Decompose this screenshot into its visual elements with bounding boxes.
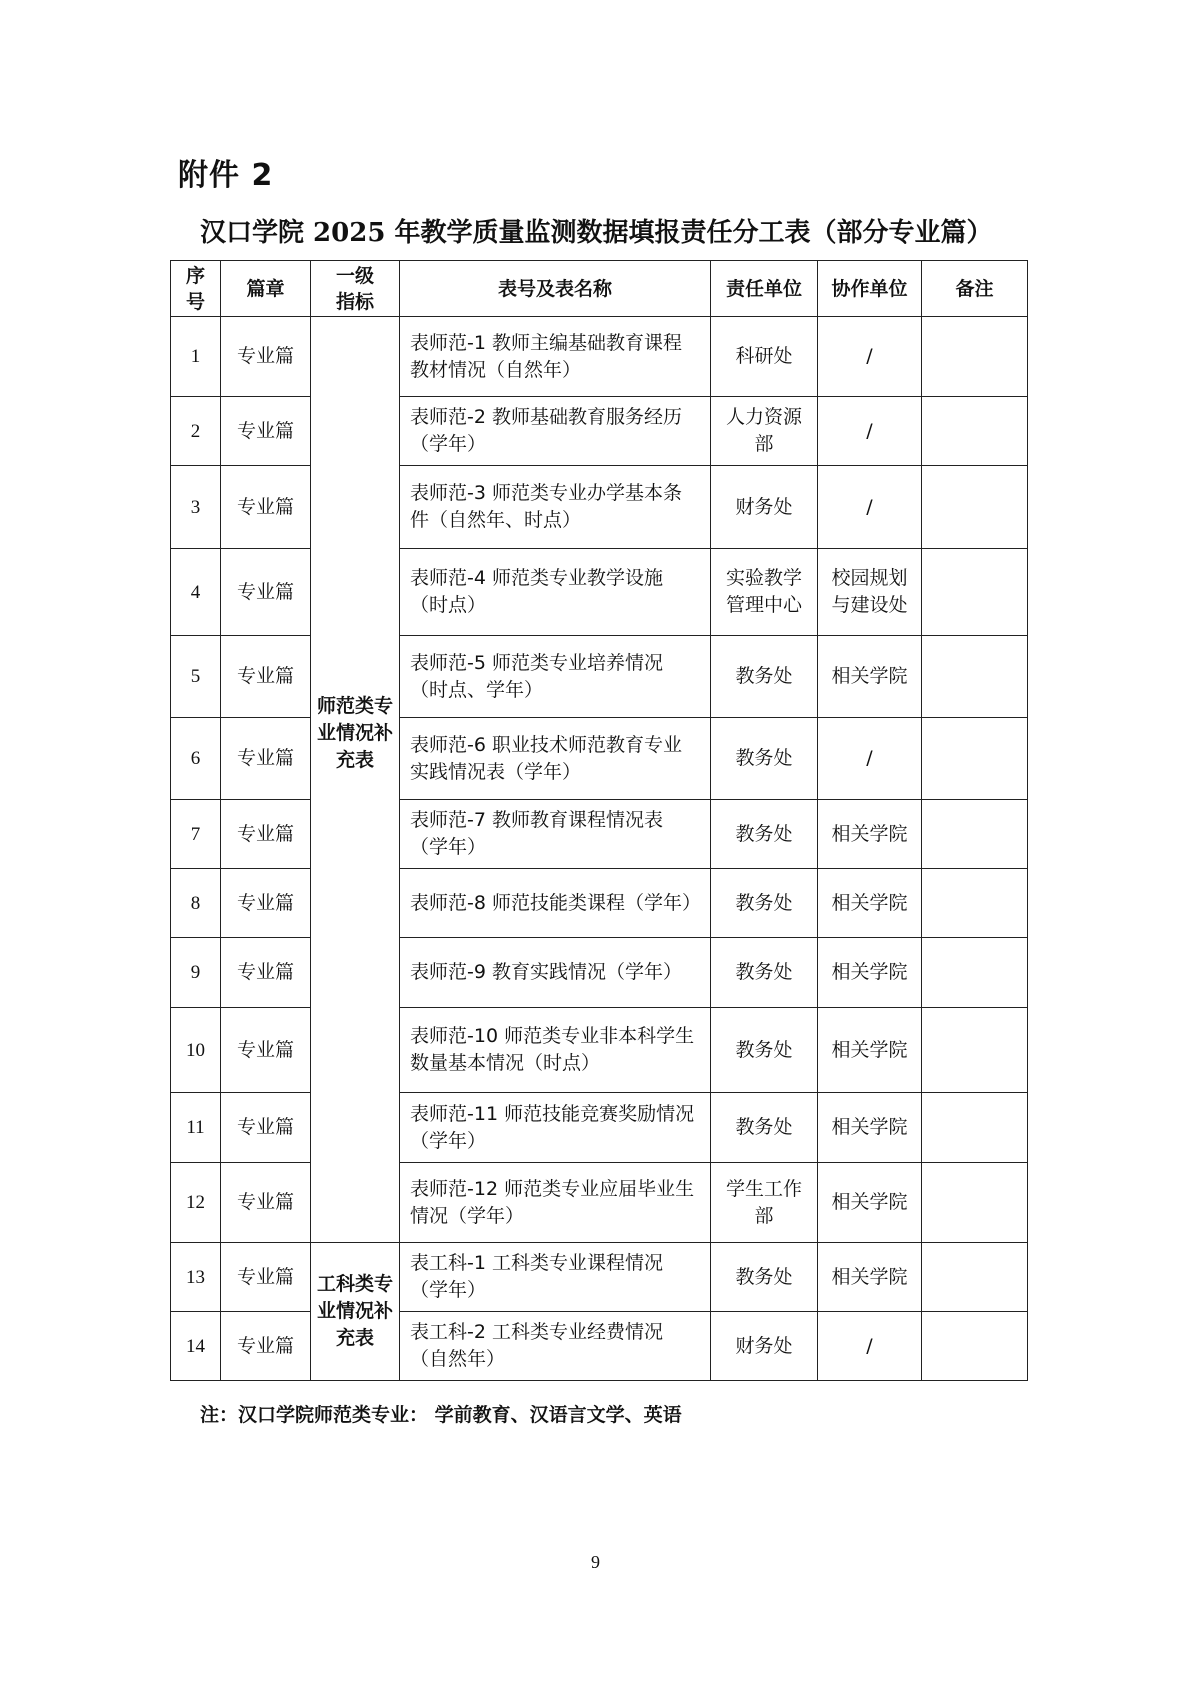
table-row xyxy=(171,869,1028,938)
header-seq: 序号 xyxy=(171,261,221,317)
row-table-name: 表师范-6 职业技术师范教育专业实践情况表（学年） xyxy=(400,718,711,800)
row-chapter: 专业篇 xyxy=(221,549,311,636)
row-table-name: 表工科-1 工科类专业课程情况（学年） xyxy=(400,1243,711,1312)
row-cooperating: 相关学院 xyxy=(818,1008,922,1093)
row-cooperating: / xyxy=(818,1312,922,1381)
row-seq: 14 xyxy=(171,1312,221,1381)
row-chapter: 专业篇 xyxy=(221,1093,311,1163)
table-body xyxy=(171,317,1028,1381)
table-row xyxy=(171,800,1028,869)
row-chapter: 专业篇 xyxy=(221,636,311,718)
row-chapter: 专业篇 xyxy=(221,1008,311,1093)
table-row xyxy=(171,636,1028,718)
row-chapter: 专业篇 xyxy=(221,317,311,397)
row-responsible: 财务处 xyxy=(711,1312,818,1381)
row-responsible: 教务处 xyxy=(711,1243,818,1312)
row-cooperating: / xyxy=(818,317,922,397)
row-cooperating: / xyxy=(818,718,922,800)
row-responsible: 财务处 xyxy=(711,466,818,549)
row-chapter: 专业篇 xyxy=(221,1163,311,1243)
header-chapter: 篇章 xyxy=(221,261,311,317)
row-table-name: 表师范-2 教师基础教育服务经历（学年） xyxy=(400,397,711,466)
attachment-label: 附件 2 xyxy=(178,158,274,193)
row-remarks xyxy=(922,317,1028,397)
row-seq: 9 xyxy=(171,938,221,1008)
row-cooperating: 相关学院 xyxy=(818,938,922,1008)
row-chapter: 专业篇 xyxy=(221,718,311,800)
row-cooperating: 校园规划与建设处 xyxy=(818,549,922,636)
row-indicator: 师范类专业情况补充表 xyxy=(311,317,400,1243)
table-row xyxy=(171,938,1028,1008)
responsibility-table xyxy=(170,260,1028,1381)
row-cooperating: / xyxy=(818,397,922,466)
table-row xyxy=(171,1163,1028,1243)
row-cooperating: 相关学院 xyxy=(818,1163,922,1243)
row-cooperating: 相关学院 xyxy=(818,800,922,869)
row-cooperating: 相关学院 xyxy=(818,636,922,718)
row-remarks xyxy=(922,636,1028,718)
header-responsible: 责任单位 xyxy=(711,261,818,317)
row-seq: 11 xyxy=(171,1093,221,1163)
row-table-name: 表师范-9 教育实践情况（学年） xyxy=(400,938,711,1008)
row-seq: 3 xyxy=(171,466,221,549)
row-remarks xyxy=(922,800,1028,869)
table-row xyxy=(171,1008,1028,1093)
table-row xyxy=(171,549,1028,636)
page-title: 汉口学院 2025 年教学质量监测数据填报责任分工表（部分专业篇） xyxy=(200,218,993,248)
row-seq: 10 xyxy=(171,1008,221,1093)
page-number: 9 xyxy=(591,1552,600,1572)
row-remarks xyxy=(922,397,1028,466)
table-row xyxy=(171,317,1028,397)
row-responsible: 教务处 xyxy=(711,1008,818,1093)
row-table-name: 表师范-5 师范类专业培养情况（时点、学年） xyxy=(400,636,711,718)
row-remarks xyxy=(922,718,1028,800)
row-seq: 7 xyxy=(171,800,221,869)
row-table-name: 表师范-11 师范技能竞赛奖励情况（学年） xyxy=(400,1093,711,1163)
header-table-name: 表号及表名称 xyxy=(400,261,711,317)
row-responsible: 科研处 xyxy=(711,317,818,397)
row-chapter: 专业篇 xyxy=(221,466,311,549)
row-seq: 8 xyxy=(171,869,221,938)
row-cooperating: / xyxy=(818,466,922,549)
row-seq: 5 xyxy=(171,636,221,718)
table-row xyxy=(171,1243,1028,1312)
row-seq: 12 xyxy=(171,1163,221,1243)
row-remarks xyxy=(922,466,1028,549)
row-seq: 6 xyxy=(171,718,221,800)
row-table-name: 表师范-1 教师主编基础教育课程教材情况（自然年） xyxy=(400,317,711,397)
row-responsible: 实验教学管理中心 xyxy=(711,549,818,636)
row-table-name: 表师范-10 师范类专业非本科学生数量基本情况（时点） xyxy=(400,1008,711,1093)
row-table-name: 表师范-8 师范技能类课程（学年） xyxy=(400,869,711,938)
table-header-row xyxy=(171,261,1028,317)
row-indicator: 工科类专业情况补充表 xyxy=(311,1243,400,1381)
row-responsible: 教务处 xyxy=(711,938,818,1008)
row-chapter: 专业篇 xyxy=(221,397,311,466)
row-seq: 1 xyxy=(171,317,221,397)
row-responsible: 教务处 xyxy=(711,636,818,718)
row-seq: 13 xyxy=(171,1243,221,1312)
row-remarks xyxy=(922,549,1028,636)
row-table-name: 表师范-4 师范类专业教学设施（时点） xyxy=(400,549,711,636)
row-responsible: 学生工作部 xyxy=(711,1163,818,1243)
table-row xyxy=(171,466,1028,549)
row-responsible: 教务处 xyxy=(711,800,818,869)
header-cooperating: 协作单位 xyxy=(818,261,922,317)
row-cooperating: 相关学院 xyxy=(818,1093,922,1163)
row-table-name: 表师范-12 师范类专业应届毕业生情况（学年） xyxy=(400,1163,711,1243)
header-remarks: 备注 xyxy=(922,261,1028,317)
row-chapter: 专业篇 xyxy=(221,938,311,1008)
row-table-name: 表工科-2 工科类专业经费情况（自然年） xyxy=(400,1312,711,1381)
footnote: 注：汉口学院师范类专业： 学前教育、汉语言文学、英语 xyxy=(200,1404,682,1426)
row-remarks xyxy=(922,1008,1028,1093)
table-row xyxy=(171,1093,1028,1163)
row-responsible: 人力资源部 xyxy=(711,397,818,466)
row-remarks xyxy=(922,1093,1028,1163)
row-table-name: 表师范-3 师范类专业办学基本条件（自然年、时点） xyxy=(400,466,711,549)
row-responsible: 教务处 xyxy=(711,869,818,938)
row-seq: 2 xyxy=(171,397,221,466)
row-responsible: 教务处 xyxy=(711,718,818,800)
header-indicator: 一级指标 xyxy=(311,261,400,317)
row-chapter: 专业篇 xyxy=(221,1243,311,1312)
table-row xyxy=(171,718,1028,800)
row-chapter: 专业篇 xyxy=(221,1312,311,1381)
row-remarks xyxy=(922,1163,1028,1243)
table-row xyxy=(171,397,1028,466)
table-row xyxy=(171,1312,1028,1381)
row-seq: 4 xyxy=(171,549,221,636)
row-chapter: 专业篇 xyxy=(221,869,311,938)
row-cooperating: 相关学院 xyxy=(818,869,922,938)
row-remarks xyxy=(922,869,1028,938)
row-responsible: 教务处 xyxy=(711,1093,818,1163)
row-cooperating: 相关学院 xyxy=(818,1243,922,1312)
row-table-name: 表师范-7 教师教育课程情况表（学年） xyxy=(400,800,711,869)
row-remarks xyxy=(922,1243,1028,1312)
row-chapter: 专业篇 xyxy=(221,800,311,869)
row-remarks xyxy=(922,938,1028,1008)
row-remarks xyxy=(922,1312,1028,1381)
